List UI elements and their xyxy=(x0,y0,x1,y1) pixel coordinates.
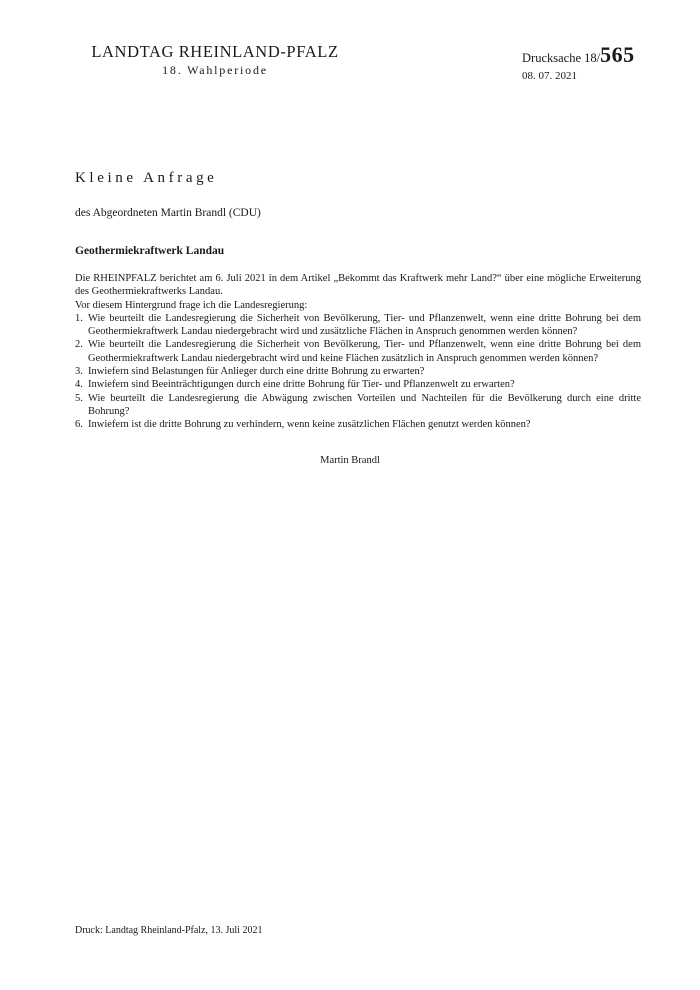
legislative-period: 18. Wahlperiode xyxy=(162,63,268,77)
question-list xyxy=(75,312,641,432)
question-number: 1. xyxy=(75,312,83,324)
drucksache-label: Drucksache 18/ xyxy=(522,51,601,65)
question-number: 2. xyxy=(75,339,83,351)
question-number: 3. xyxy=(75,366,83,378)
drucksache-block xyxy=(522,44,682,83)
question-number: 4. xyxy=(75,379,83,391)
signature: Martin Brandl xyxy=(320,455,380,466)
inquiry-body xyxy=(75,272,641,432)
print-footer: Druck: Landtag Rheinland-Pfalz, 13. Juli 2021 xyxy=(75,925,263,936)
question-text: Inwiefern sind Belastungen für Anlieger durch eine dritte Bohrung zu erwarten? xyxy=(88,366,425,378)
document-type: Kleine Anfrage xyxy=(75,170,218,186)
question-item xyxy=(75,365,641,378)
author-line: des Abgeordneten Martin Brandl (CDU) xyxy=(75,207,261,219)
drucksache-date: 08. 07. 2021 xyxy=(522,70,577,82)
drucksache-number: 565 xyxy=(600,42,635,67)
intro-question-lead: Vor diesem Hintergrund frage ich die Landesregierung: xyxy=(75,299,308,311)
question-text: Inwiefern ist die dritte Bohrung zu verhindern, wenn keine zusätzlichen Flächen genutzt werden können? xyxy=(88,419,531,431)
question-text: Wie beurteilt die Landesregierung die Sicherheit von Bevölkerung, Tier- und Pflanzenwelt, wenn eine dritte Bohrung bei dem Geothermiekraftwerk Landau niedergebracht wird und keine Flächen zusätzlich in Anspruch genommen werden können? xyxy=(88,339,641,364)
question-item xyxy=(75,392,641,419)
inquiry-subject: Geothermiekraftwerk Landau xyxy=(75,245,225,257)
question-text: Wie beurteilt die Landesregierung die Abwägung zwischen Vorteilen und Nachteilen für die Bevölkerung durch eine dritte Bohrung? xyxy=(88,392,641,417)
question-item xyxy=(75,338,641,365)
question-text: Wie beurteilt die Landesregierung die Sicherheit von Bevölkerung, Tier- und Pflanzenwelt, wenn eine dritte Bohrung bei dem Geothermiekraftwerk Landau niedergebracht wird und zusätzliche Flächen in Anspruch genommen werden können? xyxy=(88,312,641,338)
question-item xyxy=(75,418,641,431)
parliament-header xyxy=(75,42,355,78)
intro-paragraph: Die RHEINPFALZ berichtet am 6. Juli 2021 in dem Artikel „Bekommt das Kraftwerk mehr Land?“ über eine mögliche Erweiterung des Geothermiekraftwerks Landau. xyxy=(75,273,641,298)
question-text: Inwiefern sind Beeinträchtigungen durch eine dritte Bohrung für Tier- und Pflanzenwelt zu erwarten? xyxy=(88,379,515,391)
drucksache-id xyxy=(522,44,682,69)
question-number: 6. xyxy=(75,419,83,431)
question-item xyxy=(75,378,641,391)
parliament-name: LANDTAG RHEINLAND-PFALZ xyxy=(91,42,339,61)
question-number: 5. xyxy=(75,392,83,404)
question-item xyxy=(75,312,641,339)
